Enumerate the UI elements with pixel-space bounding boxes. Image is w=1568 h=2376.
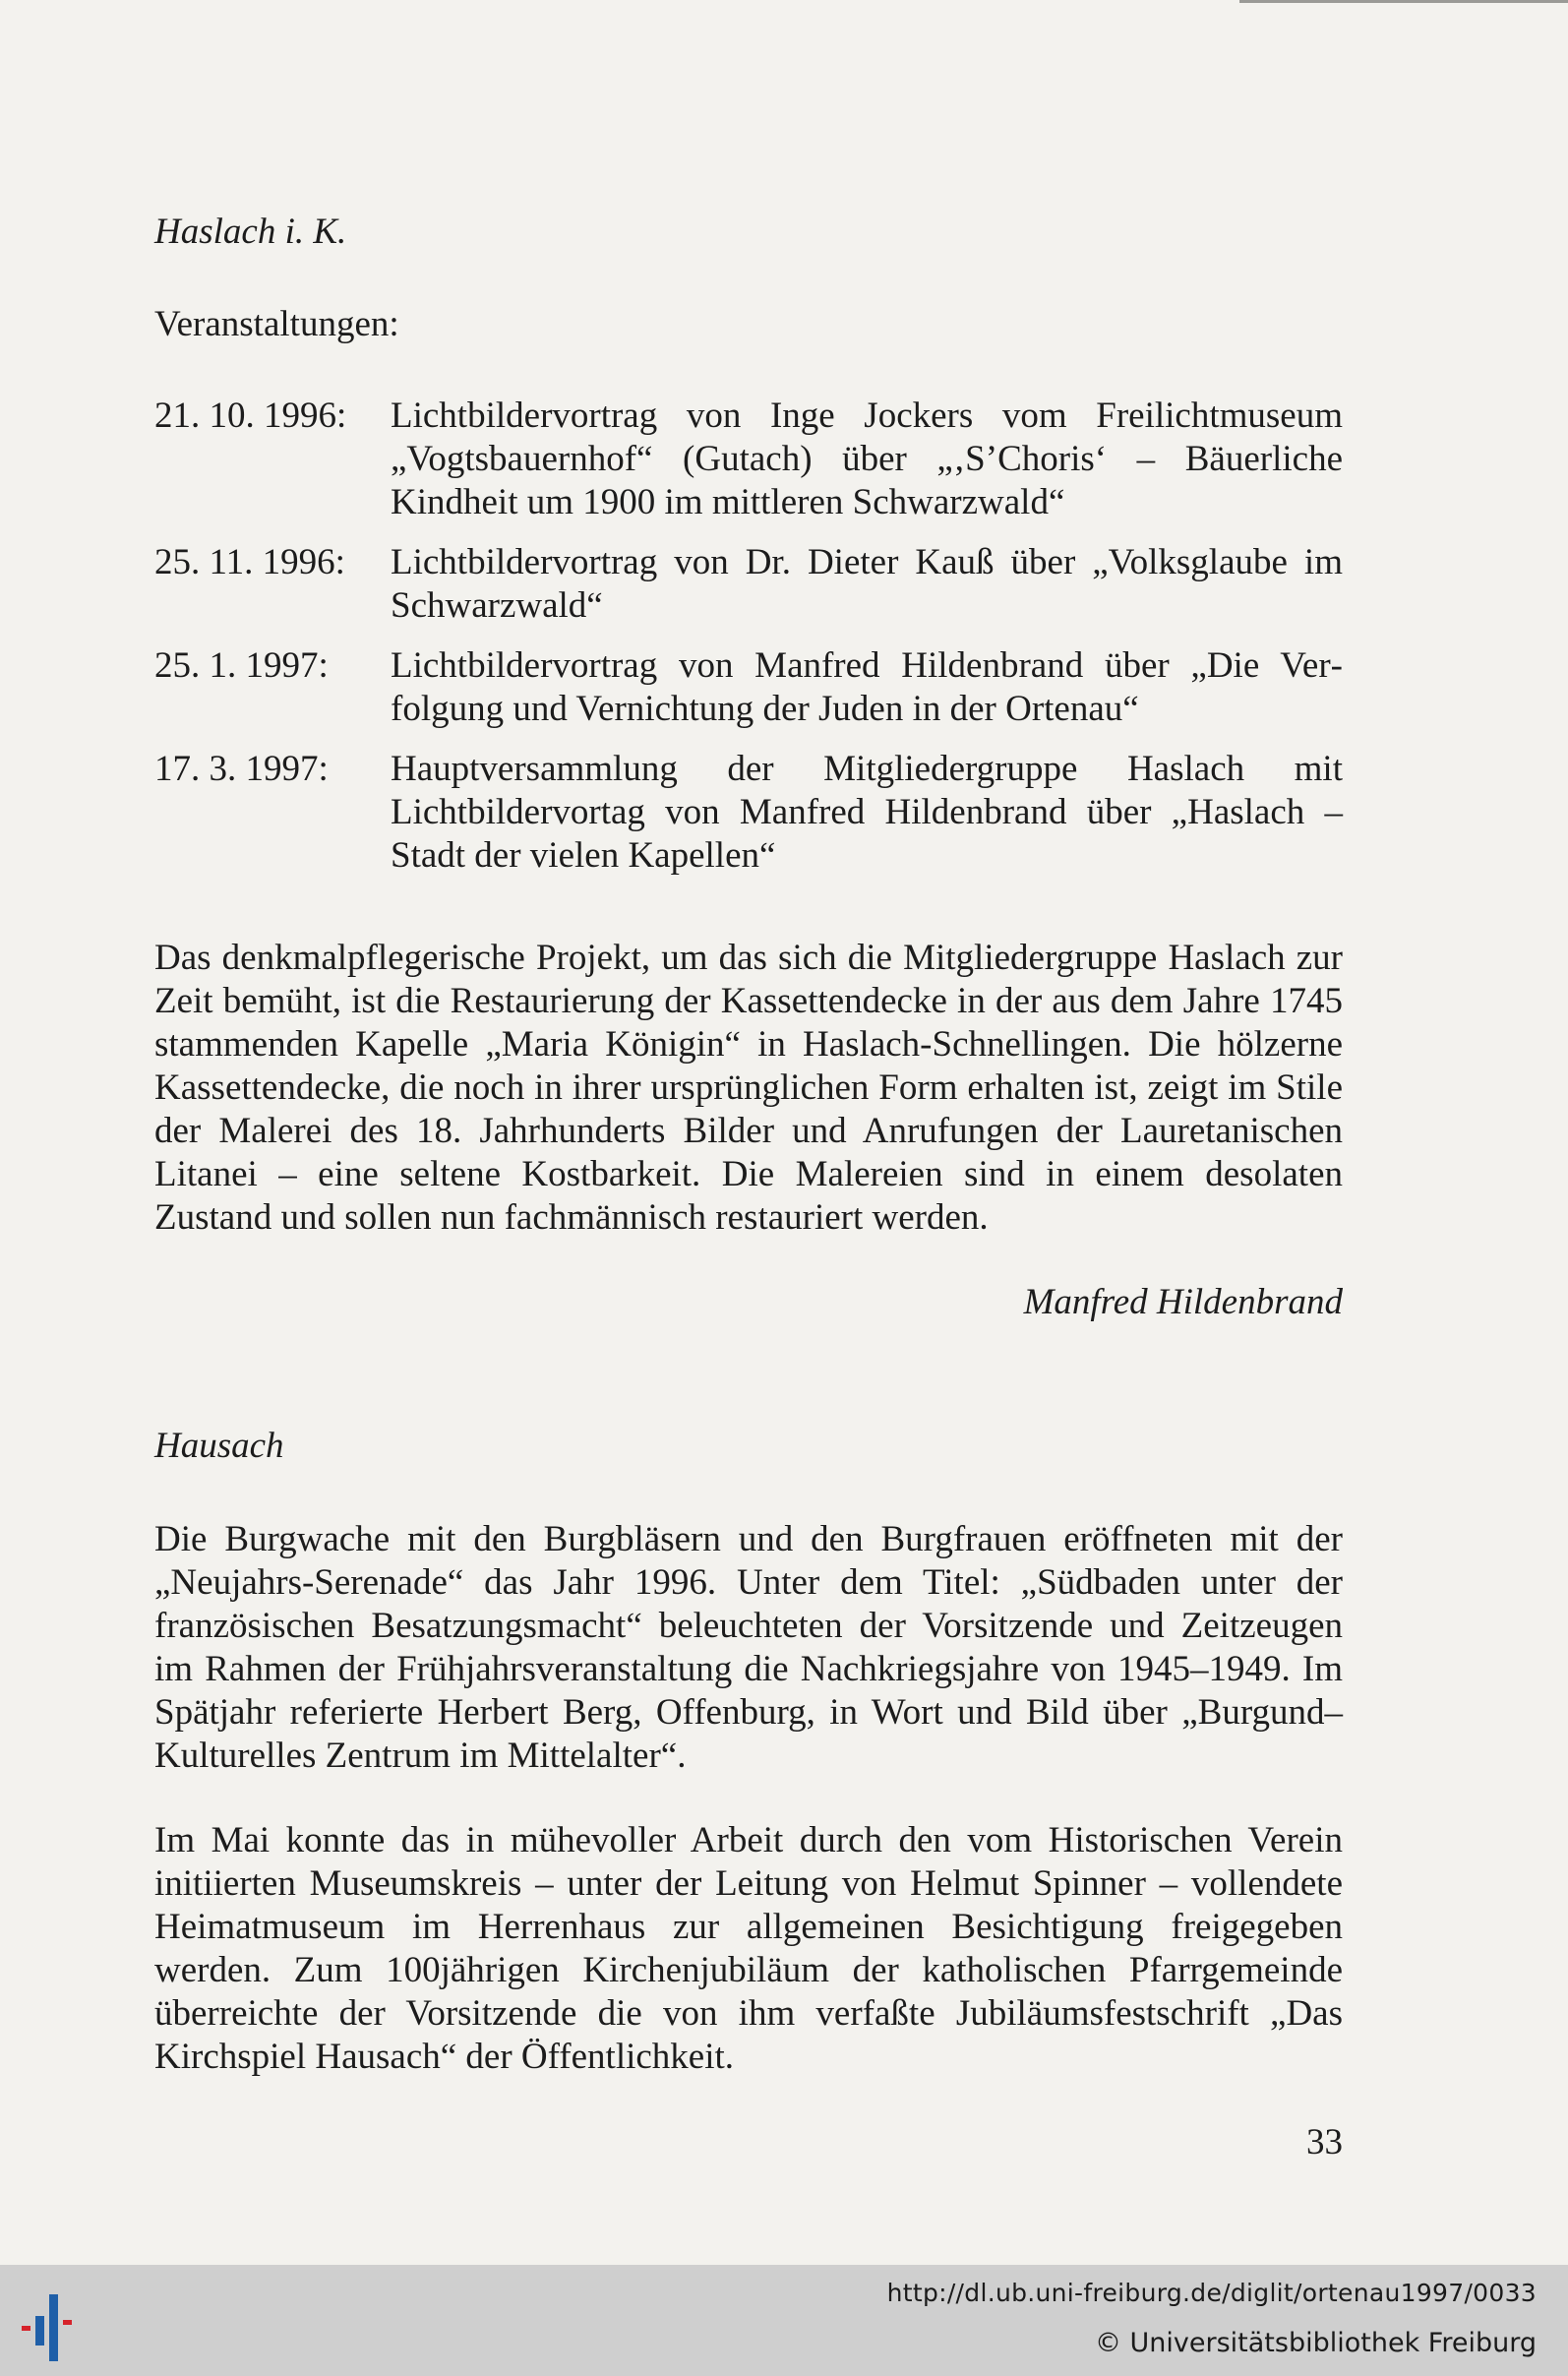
event-description: Hauptversammlung der Mitgliedergruppe Haslach mit Lichtbildervortag von Manfred Hildenbrand über „Haslach – Stadt der vielen Kapellen“ xyxy=(391,749,1343,876)
ub-freiburg-logo-icon xyxy=(22,2286,100,2365)
copyright-notice: © Universitätsbibliothek Freiburg xyxy=(1094,2328,1537,2358)
document-url[interactable]: http://dl.ub.uni-freiburg.de/diglit/ortenau1997/0033 xyxy=(886,2279,1537,2307)
events-label: Veranstaltungen: xyxy=(154,304,399,344)
top-edge-rule xyxy=(1239,0,1568,3)
event-description: Lichtbildervortrag von Inge Jockers vom Freilichtmuseum „Vogtsbauernhof“ (Gutach) über „‚S’Choris‘ – Bäuerliche Kindheit um 1900 im mittleren Schwarzwald“ xyxy=(391,396,1343,522)
event-item xyxy=(154,395,1343,524)
hausach-paragraph-1: Die Burgwache mit den Burgbläsern und den Burgfrauen eröffneten mit der „Neujahrs-Serenade“ das Jahr 1996. Unter dem Titel: „Südbaden unter der französischen Besatzungsmacht“ beleuchteten der Vorsitzende und Zeitzeugen im Rahmen der Frühjahrsveranstaltung die Nachkriegsjahre von 1945–1949. Im Spätjahr referierte Herbert Berg, Offenburg, in Wort und Bild über „Burgund–Kulturelles Zentrum im Mittelalter“. xyxy=(154,1519,1343,1776)
page-number: 33 xyxy=(1306,2122,1343,2163)
event-date: 25. 1. 1997: xyxy=(154,645,329,686)
section-heading-hausach: Hausach xyxy=(154,1426,284,1466)
event-date: 21. 10. 1996: xyxy=(154,396,347,436)
haslach-project-paragraph: Das denkmalpflegerische Projekt, um das sich die Mitgliedergruppe Haslach zur Zeit bemüht, ist die Restaurierung der Kassettendecke in der aus dem Jahre 1745 stammenden Kapelle „Maria Königin“ in Haslach-Schnellingen. Die hölzerne Kassettendecke, die noch in ihrer ursprünglichen Form erhalten ist, zeigt im Stile der Malerei des 18. Jahrhunderts Bilder und Anrufungen der Lauretanischen Litanei – eine seltene Kostbarkeit. Die Malereien sind in einem desolaten Zustand und sollen nun fachmännisch restauriert werden. xyxy=(154,938,1343,1238)
event-item xyxy=(154,541,1343,628)
event-date: 17. 3. 1997: xyxy=(154,749,329,789)
event-item xyxy=(154,748,1343,878)
event-date: 25. 11. 1996: xyxy=(154,542,345,582)
author-signature: Manfred Hildenbrand xyxy=(1023,1282,1343,1322)
events-list xyxy=(154,395,1343,894)
event-description: Lichtbildervortrag von Dr. Dieter Kauß über „Volksglaube im Schwarzwald“ xyxy=(391,542,1343,626)
section-heading-haslach: Haslach i. K. xyxy=(154,212,347,252)
hausach-paragraph-2: Im Mai konnte das in mühevoller Arbeit durch den vom Historischen Verein initiierten Museumskreis – unter der Leitung von Helmut Spinner – vollendete Heimatmuseum im Herrenhaus zur allgemeinen Besichtigung freigegeben werden. Zum 100jährigen Kirchenjubiläum der katholischen Pfarrgemeinde überreichte der Vorsitzende die von ihm verfaßte Jubiläumsfestschrift „Das Kirchspiel Hausach“ der Öffentlichkeit. xyxy=(154,1820,1343,2077)
library-footer xyxy=(0,2265,1568,2376)
event-item xyxy=(154,644,1343,731)
event-description: Lichtbildervortrag von Manfred Hildenbrand über „Die Verfolgung und Vernichtung der Juden in der Ortenau“ xyxy=(391,645,1343,729)
